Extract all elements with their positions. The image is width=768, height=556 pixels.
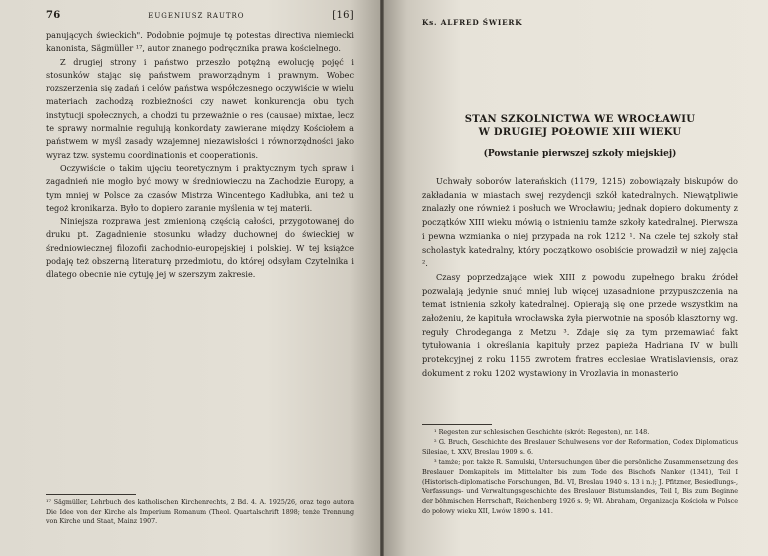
footnote-rule-right [422,424,492,425]
left-footnote-17: ¹⁷ Sägmüller, Lehrbuch des katholischen Kirchenrechts, 2 Bd. 4. A. 1925/26, oraz tego autora Die Idee von der Kirche als Imperium Romanum (Theol. Quartalschrift 1898; tenże Trennung von Kirche und Staat, Mainz 1907. [46,499,354,526]
left-paragraph-4: Niniejsza rozprawa jest zmienioną częścią całości, przygotowanej do druku pt. Zagadnienie stosunku władzy duchownej do świeckiej w średniowiecznej filozofii zachodnio-europejskiej i polskiej. W tej książce podaję też obszerną literaturę przedmiotu, do której odsyłam Czytelnika i dlatego obecnie nie cytuję jej w szerszym zakresie. [46,216,354,280]
right-page [384,0,768,556]
left-footnotes [46,494,354,527]
article-title [422,113,738,139]
page-number: 76 [46,10,61,21]
article-title-line-2: W DRUGIEJ POŁOWIE XIII WIEKU [478,127,682,138]
left-page-header [46,10,354,21]
left-paragraph-1: panujących świeckich". Podobnie pojmuje tę potestas directiva niemiecki kanonista, Sägmüller ¹⁷, autor znanego podręcznika prawa kościelnego. [46,30,354,54]
right-footnote-3: ³ tamże; por. także R. Samulski, Untersuchungen über die persönliche Zusammensetzung des Breslauer Domkapitels im Mittelalter bis zum Tode des Bischofs Nanker (1341), Teil I (Historisch-diplomatische Forschungen, Bd. VI, Breslau 1940 s. 13 i n.); J. Pfitzner, Besiedlungs-, Verfassungs- und Verwaltungsgeschichte des Breslauer Bistumslandes, Teil I, Bis zum Beginne der böhmischen Herrschaft, Reichenberg 1926 s. 9; Wł. Abraham, Organizacja Kościoła w Polsce do połowy wieku XII, Lwów 1890 s. 141. [422,457,738,516]
left-page [0,0,380,556]
right-footnote-1: ¹ Regesten zur schlesischen Geschichte (skrót: Regesten), nr. 148. [434,428,650,436]
running-head-author: EUGENIUSZ RAUTRO [148,12,245,20]
left-paragraph-2: Z drugiej strony i państwo przeszło potężną ewolucję pojęć i stosunków stając się państwem praworządnym i prawnym. Wobec rozszerzenia się zadań i celów państwa współczesnego oczywiście w wielu materiach zachodzą rozbieżności czy nawet konkurencja obu tych instytucji społecznych, a chodzi tu przeważnie o res (causae) mixtae, lecz te sprawy normalnie regulują konkordaty zawierane między Kościołem a państwem w myśl zasady wzajemnej niezawisłości i równorzędności jako wyraz tzw. systemu coordinationis et cooperationis. [46,56,354,160]
left-body-text [46,29,354,282]
section-number: [16] [332,10,354,21]
article-title-line-1: STAN SZKOLNICTWA WE WROCŁAWIU [464,114,696,125]
right-footnote-2: ² G. Bruch, Geschichte des Breslauer Schulwesens vor der Reformation, Codex Diplomaticus Silesiae, t. XXV, Breslau 1909 s. 6. [422,437,738,456]
right-body-text [422,175,738,381]
right-paragraph-2: Czasy poprzedzające wiek XIII z powodu zupełnego braku źródeł pozwalają jedynie snuć mniej lub więcej uzasadnione przypuszczenia na temat istnienia szkoły katedralnej. Opierają się one przede wszystkim na założeniu, że kapituła wrocławska żyła pierwotnie na sposób klasztorny wg. reguły Chrodeganga z Metzu ³. Zdaje się za tym przemawiać fakt tytułowania i określania kapituły przez papieża Hadriana IV w bulli protekcyjnej z roku 1155 zwrotem fratres ecclesiae Wratislaviensis, oraz dokument z roku 1202 wystawiony in Vrozlavia in monasterio [422,271,738,378]
right-footnotes [422,424,738,517]
running-head-author-right: Ks. ALFRED ŚWIERK [422,18,523,27]
article-subtitle: (Powstanie pierwszej szkoły miejskiej) [483,149,677,159]
footnote-rule [46,494,136,495]
right-paragraph-1: Uchwały soborów laterańskich (1179, 1215) zobowiązały biskupów do zakładania w miastach swej rezydencji szkół katedralnych. Niewątpliwie znalazły one również i posłuch we Wrocławiu; jednak dopiero dokumenty z początków XIII wieku mówią o istnieniu tamże szkoły katedralnej. Pierwsza i pewna wzmianka o niej przypada na rok 1212 ¹. Na czele tej szkoły stał scholastyk katedralny, który początkowo osobiście prowadził w niej zajęcia ². [422,176,738,269]
left-paragraph-3: Oczywiście o takim ujęciu teoretycznym i praktycznym tych spraw i zagadnień nie mogło być mowy w średniowieczu na Zachodzie Europy, a tym mniej w Polsce za czasów Mistrza Wincentego Kadłubka, ani też u tegoż kronikarza. Było to dopiero zaranie myślenia w tej materii. [46,162,354,213]
